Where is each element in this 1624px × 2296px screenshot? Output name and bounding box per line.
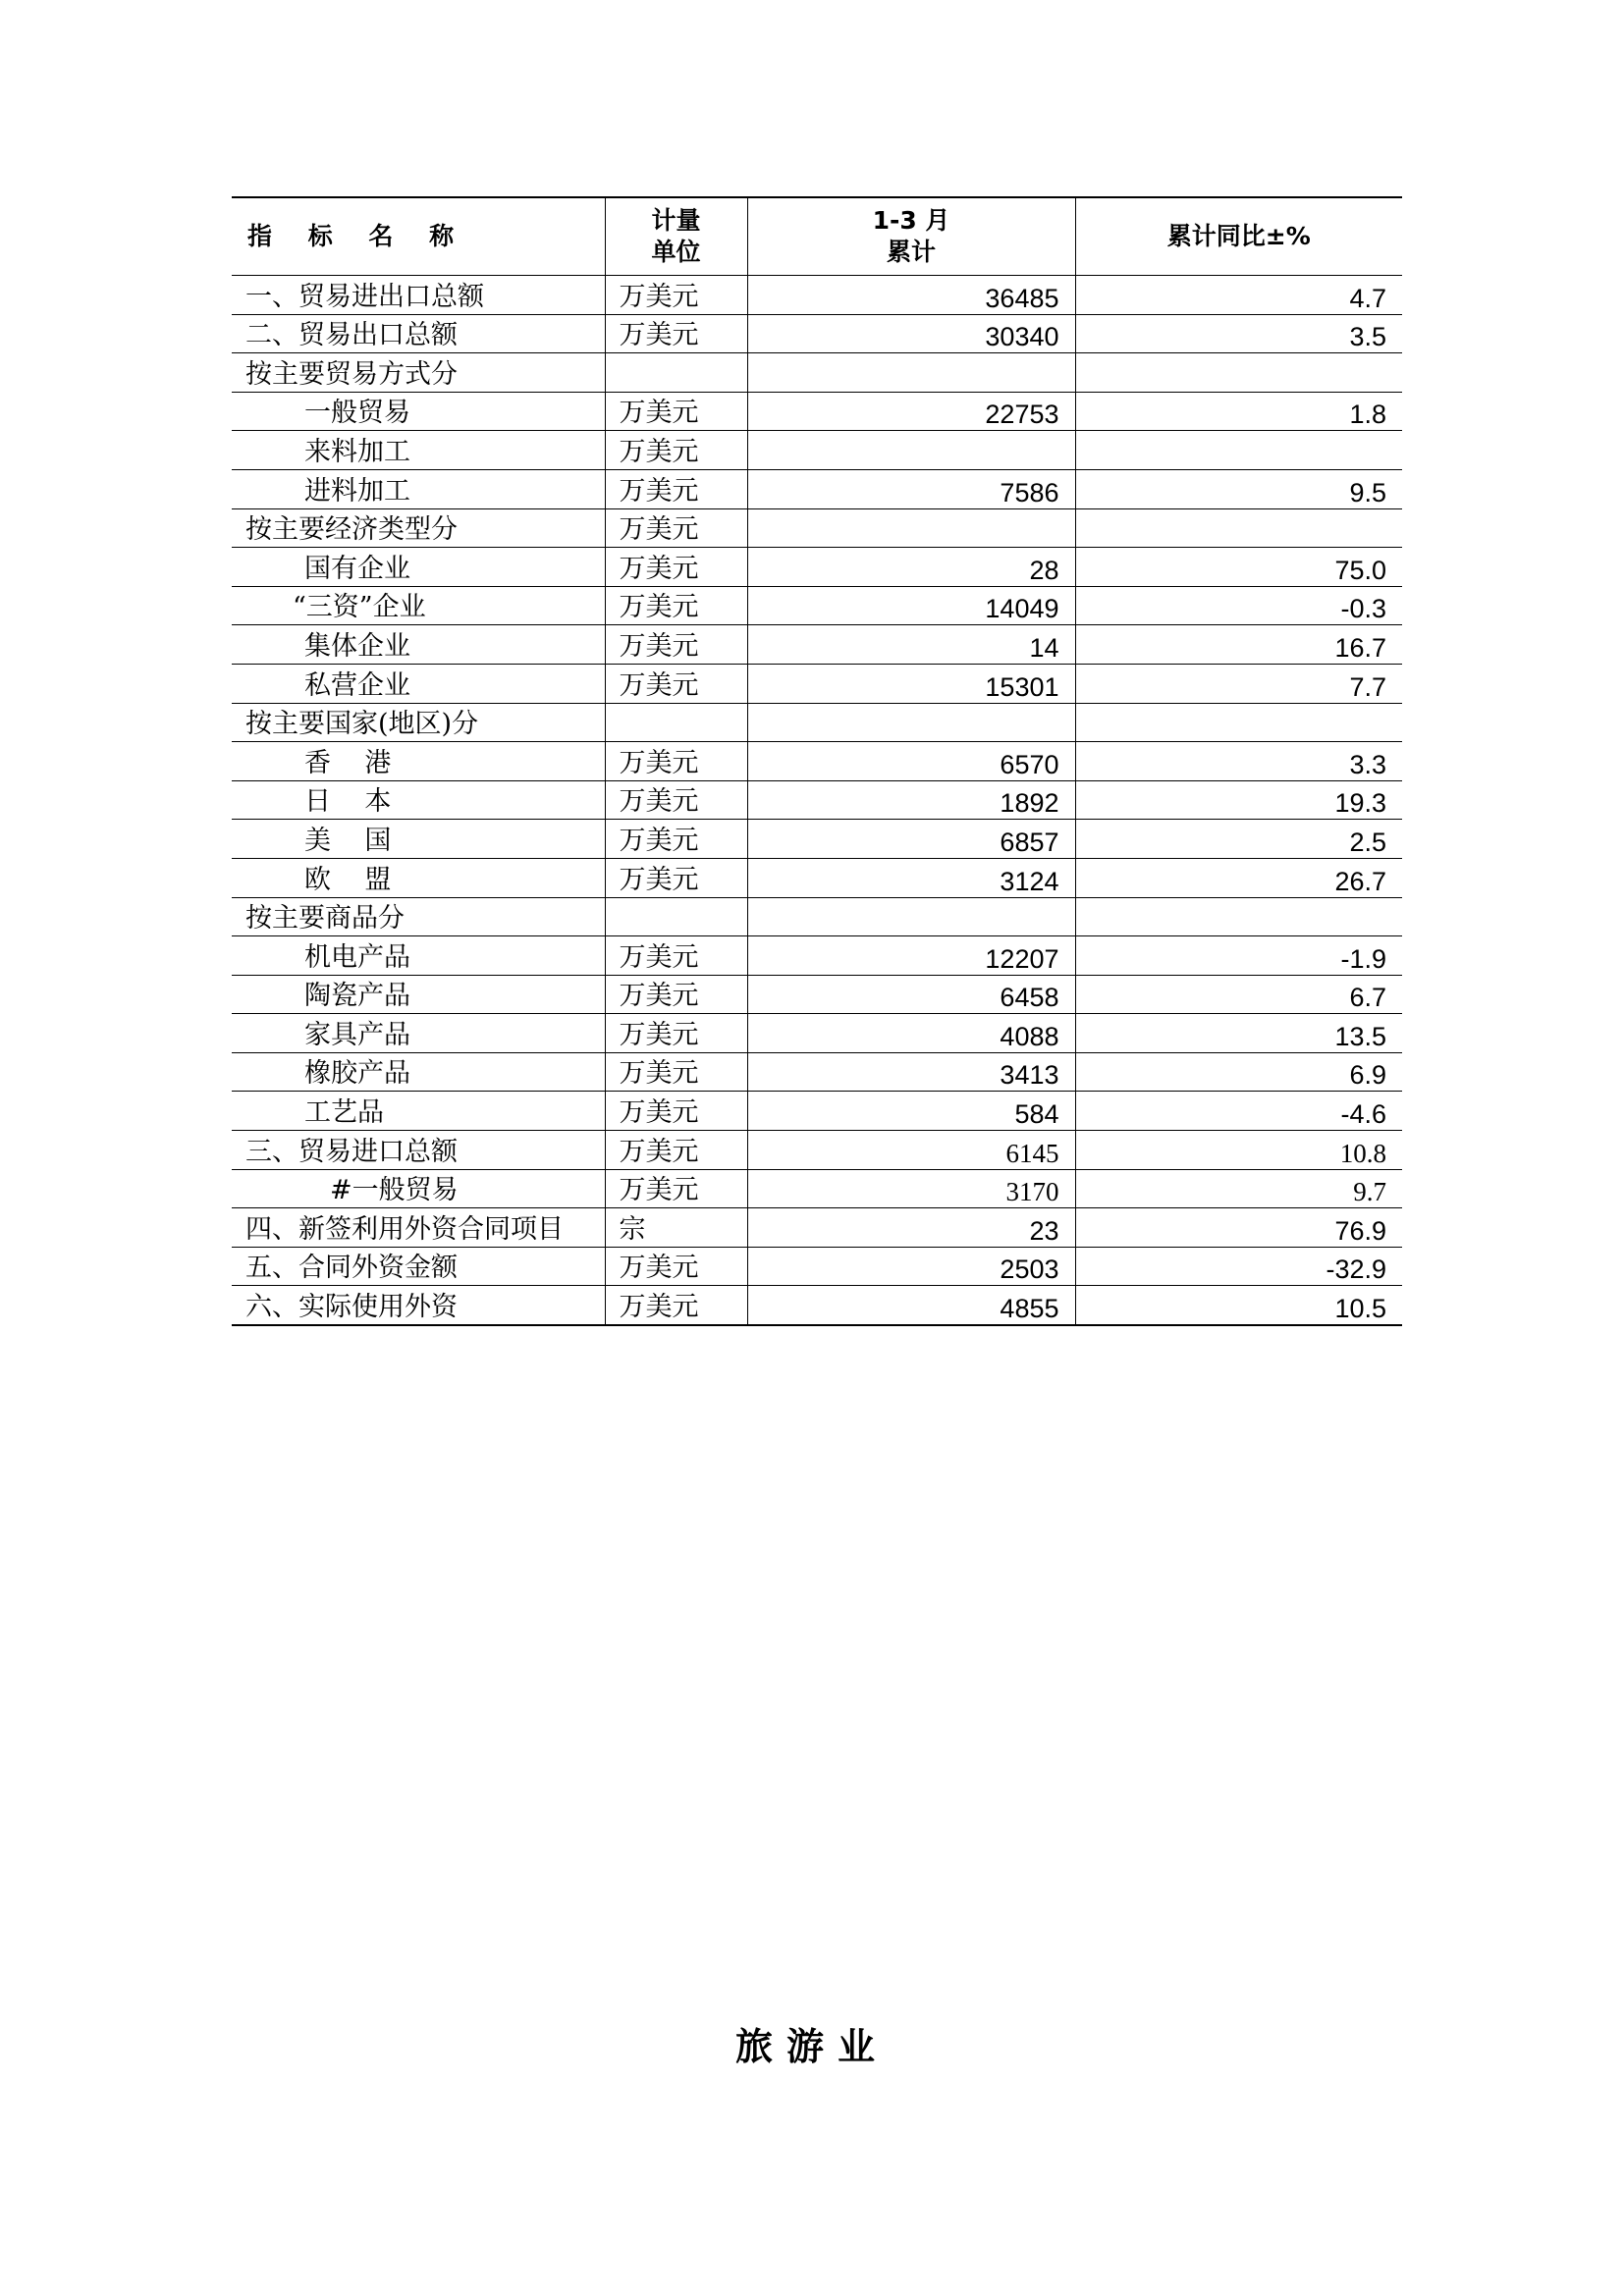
row-name: 按主要商品分 xyxy=(232,897,605,936)
row-name: 集体企业 xyxy=(232,625,605,665)
table-row xyxy=(232,586,1402,625)
row-cumulative xyxy=(747,431,1075,470)
row-yoy: -32.9 xyxy=(1075,1247,1402,1286)
row-name: 二、贸易出口总额 xyxy=(232,314,605,353)
row-name: 进料加工 xyxy=(232,469,605,508)
row-unit: 万美元 xyxy=(605,858,747,897)
header-unit-line2: 单位 xyxy=(651,238,701,266)
row-unit: 万美元 xyxy=(605,586,747,625)
table-row xyxy=(232,975,1402,1014)
row-yoy: 3.5 xyxy=(1075,314,1402,353)
table-row xyxy=(232,820,1402,859)
row-name: #一般贸易 xyxy=(232,1169,605,1208)
row-cumulative: 36485 xyxy=(747,276,1075,315)
row-name: 工艺品 xyxy=(232,1092,605,1131)
row-unit: 万美元 xyxy=(605,1014,747,1053)
row-name: 美 国 xyxy=(232,820,605,859)
row-name: 六、实际使用外资 xyxy=(232,1286,605,1325)
table-row xyxy=(232,276,1402,315)
row-name: 五、合同外资金额 xyxy=(232,1247,605,1286)
row-unit: 万美元 xyxy=(605,508,747,548)
row-cumulative: 1892 xyxy=(747,780,1075,820)
table-row xyxy=(232,703,1402,742)
header-cumulative-line1: 1-3 月 xyxy=(872,206,950,235)
table-row xyxy=(232,1092,1402,1131)
row-unit: 万美元 xyxy=(605,1092,747,1131)
row-name: 按主要经济类型分 xyxy=(232,508,605,548)
row-unit: 万美元 xyxy=(605,1169,747,1208)
row-yoy xyxy=(1075,431,1402,470)
row-yoy: 4.7 xyxy=(1075,276,1402,315)
row-cumulative: 28 xyxy=(747,548,1075,587)
row-cumulative xyxy=(747,508,1075,548)
table-row xyxy=(232,1131,1402,1170)
row-cumulative: 14 xyxy=(747,625,1075,665)
table-row xyxy=(232,780,1402,820)
row-unit xyxy=(605,897,747,936)
row-cumulative: 3124 xyxy=(747,858,1075,897)
row-name: 一、贸易进出口总额 xyxy=(232,276,605,315)
table-row xyxy=(232,897,1402,936)
row-unit: 万美元 xyxy=(605,975,747,1014)
row-name: 国有企业 xyxy=(232,548,605,587)
row-cumulative xyxy=(747,897,1075,936)
table-row xyxy=(232,664,1402,703)
row-name: 私营企业 xyxy=(232,664,605,703)
row-unit: 万美元 xyxy=(605,548,747,587)
row-yoy: 9.5 xyxy=(1075,469,1402,508)
header-indicator-name: 指 标 名 称 xyxy=(232,197,605,276)
row-yoy: 13.5 xyxy=(1075,1014,1402,1053)
table-row xyxy=(232,314,1402,353)
row-name: 家具产品 xyxy=(232,1014,605,1053)
foreign-trade-table xyxy=(232,196,1402,1326)
table-row xyxy=(232,936,1402,976)
row-name: 按主要国家(地区)分 xyxy=(232,703,605,742)
table-row xyxy=(232,625,1402,665)
row-yoy: 9.7 xyxy=(1075,1169,1402,1208)
row-unit: 万美元 xyxy=(605,1247,747,1286)
row-cumulative: 12207 xyxy=(747,936,1075,976)
row-name: “三资”企业 xyxy=(232,586,605,625)
header-unit xyxy=(605,197,747,276)
row-unit: 万美元 xyxy=(605,469,747,508)
row-yoy: 1.8 xyxy=(1075,392,1402,431)
row-yoy: 19.3 xyxy=(1075,780,1402,820)
table-row xyxy=(232,392,1402,431)
row-cumulative: 22753 xyxy=(747,392,1075,431)
row-unit: 万美元 xyxy=(605,820,747,859)
row-cumulative xyxy=(747,353,1075,393)
row-cumulative: 3413 xyxy=(747,1052,1075,1092)
statistics-table-container xyxy=(232,196,1402,1326)
row-unit: 万美元 xyxy=(605,742,747,781)
row-yoy: 2.5 xyxy=(1075,820,1402,859)
table-row xyxy=(232,508,1402,548)
table-row xyxy=(232,858,1402,897)
row-cumulative: 4855 xyxy=(747,1286,1075,1325)
row-name: 来料加工 xyxy=(232,431,605,470)
header-cumulative xyxy=(747,197,1075,276)
row-cumulative: 3170 xyxy=(747,1169,1075,1208)
row-unit: 万美元 xyxy=(605,1052,747,1092)
row-name: 欧 盟 xyxy=(232,858,605,897)
table-row xyxy=(232,1169,1402,1208)
row-yoy: 75.0 xyxy=(1075,548,1402,587)
row-yoy: -0.3 xyxy=(1075,586,1402,625)
row-unit xyxy=(605,353,747,393)
table-body xyxy=(232,276,1402,1326)
row-unit: 万美元 xyxy=(605,625,747,665)
row-yoy: 10.8 xyxy=(1075,1131,1402,1170)
table-row xyxy=(232,469,1402,508)
row-yoy xyxy=(1075,703,1402,742)
row-unit: 万美元 xyxy=(605,276,747,315)
table-row xyxy=(232,353,1402,393)
row-yoy xyxy=(1075,897,1402,936)
row-yoy: 16.7 xyxy=(1075,625,1402,665)
row-cumulative: 7586 xyxy=(747,469,1075,508)
row-cumulative: 23 xyxy=(747,1208,1075,1248)
row-unit: 万美元 xyxy=(605,1286,747,1325)
table-row xyxy=(232,742,1402,781)
row-cumulative xyxy=(747,703,1075,742)
table-row xyxy=(232,431,1402,470)
row-unit: 万美元 xyxy=(605,780,747,820)
row-unit: 万美元 xyxy=(605,664,747,703)
row-unit: 万美元 xyxy=(605,392,747,431)
row-yoy: 6.7 xyxy=(1075,975,1402,1014)
row-cumulative: 15301 xyxy=(747,664,1075,703)
row-name: 一般贸易 xyxy=(232,392,605,431)
section-title: 旅游业 xyxy=(734,2025,889,2068)
row-cumulative: 584 xyxy=(747,1092,1075,1131)
row-name: 橡胶产品 xyxy=(232,1052,605,1092)
row-cumulative: 4088 xyxy=(747,1014,1075,1053)
row-unit: 万美元 xyxy=(605,936,747,976)
row-name: 四、新签利用外资合同项目 xyxy=(232,1208,605,1248)
row-cumulative: 6458 xyxy=(747,975,1075,1014)
table-row xyxy=(232,1247,1402,1286)
row-name: 日 本 xyxy=(232,780,605,820)
row-unit: 万美元 xyxy=(605,431,747,470)
row-unit: 万美元 xyxy=(605,1131,747,1170)
table-row xyxy=(232,1208,1402,1248)
row-yoy: 3.3 xyxy=(1075,742,1402,781)
table-header xyxy=(232,197,1402,276)
row-yoy xyxy=(1075,353,1402,393)
row-yoy: 76.9 xyxy=(1075,1208,1402,1248)
row-cumulative: 6857 xyxy=(747,820,1075,859)
table-row xyxy=(232,548,1402,587)
row-yoy: 10.5 xyxy=(1075,1286,1402,1325)
row-yoy xyxy=(1075,508,1402,548)
row-yoy: -1.9 xyxy=(1075,936,1402,976)
row-name: 陶瓷产品 xyxy=(232,975,605,1014)
row-cumulative: 30340 xyxy=(747,314,1075,353)
row-yoy: 26.7 xyxy=(1075,858,1402,897)
header-cumulative-line2: 累计 xyxy=(886,238,936,266)
header-unit-line1: 计量 xyxy=(651,206,701,235)
row-unit: 宗 xyxy=(605,1208,747,1248)
row-yoy: 7.7 xyxy=(1075,664,1402,703)
table-row xyxy=(232,1286,1402,1325)
row-name: 机电产品 xyxy=(232,936,605,976)
header-yoy-change: 累计同比±% xyxy=(1075,197,1402,276)
table-row xyxy=(232,1014,1402,1053)
row-cumulative: 14049 xyxy=(747,586,1075,625)
row-cumulative: 6570 xyxy=(747,742,1075,781)
row-cumulative: 6145 xyxy=(747,1131,1075,1170)
header-row xyxy=(232,197,1402,276)
table-row xyxy=(232,1052,1402,1092)
row-yoy: -4.6 xyxy=(1075,1092,1402,1131)
row-name: 香 港 xyxy=(232,742,605,781)
row-unit: 万美元 xyxy=(605,314,747,353)
row-name: 三、贸易进口总额 xyxy=(232,1131,605,1170)
row-unit xyxy=(605,703,747,742)
row-cumulative: 2503 xyxy=(747,1247,1075,1286)
row-name: 按主要贸易方式分 xyxy=(232,353,605,393)
row-yoy: 6.9 xyxy=(1075,1052,1402,1092)
